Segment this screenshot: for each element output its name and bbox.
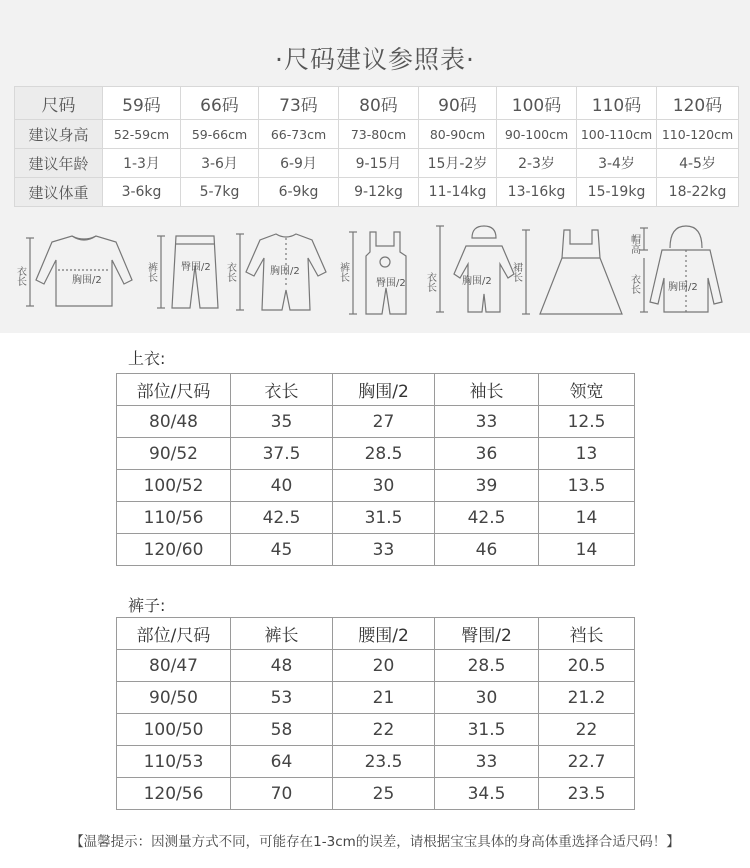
table-header-cell: 部位/尺码: [117, 618, 231, 650]
table-cell: 90码: [419, 87, 497, 120]
table-row: [117, 502, 635, 534]
table-cell: 20: [333, 650, 435, 682]
table-cell: 100/50: [117, 714, 231, 746]
table-cell: 9-12kg: [339, 178, 419, 207]
table-cell: 30: [435, 682, 539, 714]
table-cell: 52-59cm: [103, 120, 181, 149]
hood-height-label: 帽高: [628, 234, 640, 254]
table-header-cell: 衣长: [231, 374, 333, 406]
tops-section-label: 上衣:: [128, 349, 166, 368]
overalls-length-label: 裤长: [337, 262, 349, 282]
table-cell: 5-7kg: [181, 178, 259, 207]
table-cell: 66码: [181, 87, 259, 120]
table-row: [117, 470, 635, 502]
table-cell: 13: [539, 438, 635, 470]
table-cell: 9-15月: [339, 149, 419, 178]
hooded-romper-icon: [425, 226, 515, 312]
table-cell: 3-6kg: [103, 178, 181, 207]
table-cell: 23.5: [539, 778, 635, 810]
table-cell: 20.5: [539, 650, 635, 682]
table-cell: 40: [231, 470, 333, 502]
table-header-cell: 领宽: [539, 374, 635, 406]
table-cell: 48: [231, 650, 333, 682]
table-cell: 110码: [577, 87, 657, 120]
table-cell: 3-4岁: [577, 149, 657, 178]
table-row: [117, 682, 635, 714]
pants-icon: [146, 236, 219, 308]
table-header-cell: 胸围/2: [333, 374, 435, 406]
table-cell: 13-16kg: [497, 178, 577, 207]
table-cell: 12.5: [539, 406, 635, 438]
table-row: [117, 406, 635, 438]
table-cell: 6-9月: [259, 149, 339, 178]
tops-size-table: [116, 373, 635, 566]
table-row: [117, 650, 635, 682]
table-cell: 39: [435, 470, 539, 502]
table-header-cell: 臀围/2: [435, 618, 539, 650]
table-cell: 33: [435, 406, 539, 438]
table-header-cell: 部位/尺码: [117, 374, 231, 406]
table-cell: 1-3月: [103, 149, 181, 178]
table-cell: 90/52: [117, 438, 231, 470]
table-cell: 100/52: [117, 470, 231, 502]
table-cell: 4-5岁: [657, 149, 739, 178]
page-title: ·尺码建议参照表·: [275, 45, 475, 74]
table-header-row: [117, 618, 635, 650]
table-cell: 37.5: [231, 438, 333, 470]
top-length-label: 衣长: [14, 266, 26, 286]
table-cell: 80-90cm: [419, 120, 497, 149]
height-row: [15, 120, 739, 149]
table-cell: 建议身高: [15, 120, 103, 149]
table-cell: 59-66cm: [181, 120, 259, 149]
table-cell: 70: [231, 778, 333, 810]
table-cell: 110-120cm: [657, 120, 739, 149]
table-cell: 11-14kg: [419, 178, 497, 207]
size-recommendation-table: [14, 86, 739, 207]
table-cell: 36: [435, 438, 539, 470]
pants-size-table: [116, 617, 635, 810]
romper-icon: [225, 234, 327, 310]
table-cell: 25: [333, 778, 435, 810]
table-cell: 80/47: [117, 650, 231, 682]
table-cell: 110/56: [117, 502, 231, 534]
table-cell: 3-6月: [181, 149, 259, 178]
table-cell: 73-80cm: [339, 120, 419, 149]
table-cell: 90-100cm: [497, 120, 577, 149]
jacket-length-label: 衣长: [628, 274, 640, 294]
table-cell: 64: [231, 746, 333, 778]
table-cell: 28.5: [333, 438, 435, 470]
weight-row: [15, 178, 739, 207]
table-row: [117, 778, 635, 810]
table-cell: 18-22kg: [657, 178, 739, 207]
romper-length-label: 衣长: [224, 262, 236, 282]
table-cell: 2-3岁: [497, 149, 577, 178]
table-cell: 33: [333, 534, 435, 566]
table-cell: 22.7: [539, 746, 635, 778]
table-cell: 尺码: [15, 87, 103, 120]
table-cell: 45: [231, 534, 333, 566]
size-guide-panel: [0, 0, 750, 333]
age-row: [15, 149, 739, 178]
table-cell: 34.5: [435, 778, 539, 810]
table-cell: 21: [333, 682, 435, 714]
warm-tip-notice: 【温馨提示：因测量方式不同，可能存在1-3cm的误差，请根据宝宝具体的身高体重选择合适尺码！】: [70, 834, 680, 850]
table-cell: 21.2: [539, 682, 635, 714]
tshirt-icon: [15, 236, 133, 306]
table-cell: 53: [231, 682, 333, 714]
table-cell: 27: [333, 406, 435, 438]
hooded-chest-label: 胸围/2: [462, 276, 492, 287]
table-cell: 59码: [103, 87, 181, 120]
table-cell: 120码: [657, 87, 739, 120]
table-cell: 46: [435, 534, 539, 566]
table-cell: 90/50: [117, 682, 231, 714]
table-header-cell: 裤长: [231, 618, 333, 650]
hip-label: 臀围/2: [181, 262, 211, 273]
table-cell: 110/53: [117, 746, 231, 778]
table-cell: 30: [333, 470, 435, 502]
table-row: [117, 714, 635, 746]
table-cell: 14: [539, 502, 635, 534]
overalls-hip-label: 臀围/2: [376, 278, 406, 289]
table-cell: 建议体重: [15, 178, 103, 207]
table-cell: 31.5: [333, 502, 435, 534]
table-header-cell: 腰围/2: [333, 618, 435, 650]
pants-length-label: 裤长: [145, 262, 157, 282]
table-cell: 58: [231, 714, 333, 746]
table-cell: 80/48: [117, 406, 231, 438]
skirt-length-label: 裙长: [510, 262, 522, 282]
table-cell: 120/56: [117, 778, 231, 810]
dress-icon: [511, 230, 623, 314]
table-cell: 14: [539, 534, 635, 566]
table-cell: 31.5: [435, 714, 539, 746]
chest-label: 胸围/2: [72, 275, 102, 286]
table-cell: 73码: [259, 87, 339, 120]
table-cell: 66-73cm: [259, 120, 339, 149]
size-row: [15, 87, 739, 120]
table-header-cell: 裆长: [539, 618, 635, 650]
table-cell: 22: [333, 714, 435, 746]
table-cell: 42.5: [435, 502, 539, 534]
table-cell: 15月-2岁: [419, 149, 497, 178]
table-header-row: [117, 374, 635, 406]
table-cell: 6-9kg: [259, 178, 339, 207]
table-cell: 100-110cm: [577, 120, 657, 149]
romper-chest-label: 胸围/2: [270, 266, 300, 277]
table-cell: 28.5: [435, 650, 539, 682]
table-cell: 13.5: [539, 470, 635, 502]
overalls-icon: [338, 232, 407, 314]
hooded-length-label: 衣长: [424, 272, 436, 292]
table-cell: 15-19kg: [577, 178, 657, 207]
table-cell: 33: [435, 746, 539, 778]
table-cell: 22: [539, 714, 635, 746]
table-cell: 80码: [339, 87, 419, 120]
table-row: [117, 438, 635, 470]
table-row: [117, 746, 635, 778]
table-cell: 23.5: [333, 746, 435, 778]
table-cell: 100码: [497, 87, 577, 120]
table-cell: 建议年龄: [15, 149, 103, 178]
pants-section-label: 裤子:: [128, 596, 166, 615]
hooded-jacket-icon: [629, 226, 723, 312]
garment-illustrations: [14, 222, 738, 322]
table-cell: 42.5: [231, 502, 333, 534]
jacket-chest-label: 胸围/2: [668, 282, 698, 293]
table-header-cell: 袖长: [435, 374, 539, 406]
table-cell: 35: [231, 406, 333, 438]
table-row: [117, 534, 635, 566]
table-cell: 120/60: [117, 534, 231, 566]
